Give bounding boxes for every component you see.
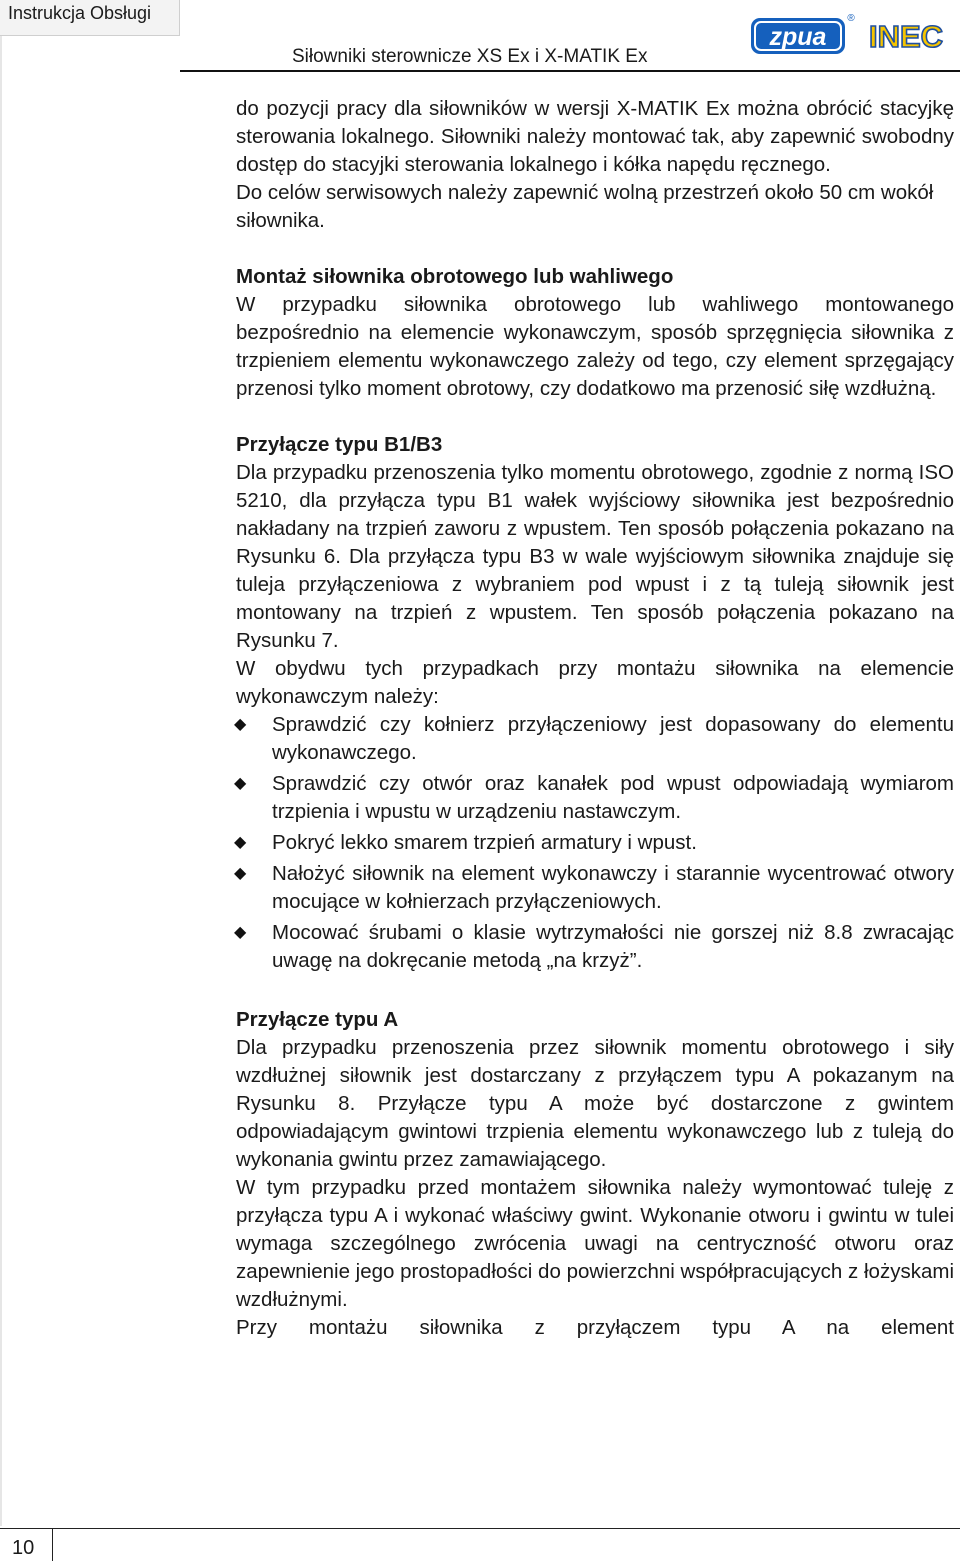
zpua-logo-text: zpua — [769, 23, 827, 51]
list-item — [236, 919, 954, 975]
list-item — [236, 770, 954, 826]
document-subtitle: Siłowniki sterownicze XS Ex i X-MATIK Ex — [292, 46, 648, 67]
list-item-text: Sprawdzić czy kołnierz przyłączeniowy jest dopasowany do elementu wykonawczego. — [272, 713, 954, 764]
section-heading-type-a: Przyłącze typu A — [236, 1008, 399, 1031]
section-body-type-a-2: W tym przypadku przed montażem siłownika należy wymontować tuleję z przyłącza typu A i wykonać właściwy gwint. Wykonanie otworu i gwintu w tulei wymaga szczególnego zwrócenia uwagi na centryczność otworu oraz zapewnienie jego prostopadłości do powierzchni współpracujących z łożyskami wzdłużnymi. — [236, 1176, 954, 1311]
list-item-text: Nałożyć siłownik na element wykonawczy i starannie wycentrować otwory mocujące w kołnierzach przyłączeniowych. — [272, 862, 954, 913]
page-content — [236, 95, 954, 1342]
mounting-steps-list — [236, 711, 954, 975]
zpua-logo — [748, 12, 856, 58]
section-heading-rotary-mounting: Montaż siłownika obrotowego lub wahliwego — [236, 265, 674, 288]
registered-mark: ® — [847, 13, 855, 24]
section-body-b1-b3: Dla przypadku przenoszenia tylko momentu obrotowego, zgodnie z normą ISO 5210, dla przyłącza typu B1 wałek wyjściowy siłownika jest bezpośrednio nakładany na trzpień zaworu z wpustem. Ten sposób połączenia pokazano na Rysunku 6. Dla przyłącza typu B3 w wale wyjściowym siłownika znajduje się tuleja przyłączeniowa z wybraniem pod wpust i z tą tuleją siłownik jest montowany na trzpień z wpustem. Ten sposób połączenia pokazano na Rysunku 7. — [236, 461, 954, 652]
section-lead-b1-b3: W obydwu tych przypadkach przy montażu siłownika na elemencie wykonawczym należy: — [236, 657, 954, 708]
page-number-divider — [52, 1528, 53, 1561]
diamond-bullet-icon: ◆ — [234, 775, 247, 792]
inec-logo — [868, 14, 944, 56]
diamond-bullet-icon: ◆ — [234, 834, 247, 851]
left-margin-rule — [0, 36, 2, 1526]
list-item-text: Pokryć lekko smarem trzpień armatury i wpust. — [272, 831, 697, 854]
list-item — [236, 711, 954, 767]
section-body-type-a-3: Przy montażu siłownika z przyłączem typu A na element — [236, 1316, 954, 1339]
intro-paragraph: do pozycji pracy dla siłowników w wersji X-MATIK Ex można obrócić stacyjkę sterowania lokalnego. Siłowniki należy montować tak, aby zapewnić swobodny dostęp do stacyjki sterowania lokalnego i kółka napędu ręcznego. — [236, 97, 954, 176]
service-space-paragraph: Do celów serwisowych należy zapewnić wolną przestrzeń około 50 cm wokół siłownika. — [236, 181, 934, 232]
list-item — [236, 860, 954, 916]
diamond-bullet-icon: ◆ — [234, 716, 247, 733]
page-number: 10 — [12, 1537, 35, 1559]
section-heading-b1-b3: Przyłącze typu B1/B3 — [236, 433, 443, 456]
section-body-type-a-1: Dla przypadku przenoszenia przez siłownik momentu obrotowego i siły wzdłużnej siłownik jest dostarczany z przyłączem typu A pokazanym na Rysunku 8. Przyłącze typu A może być dostarczone z gwintem odpowiadającym gwintowi trzpienia elementu wykonawczego lub z tuleją do wykonania gwintu przez zamawiającego. — [236, 1036, 954, 1171]
inec-logo-text: INEC — [868, 19, 944, 54]
document-title: Instrukcja Obsługi — [0, 0, 180, 36]
diamond-bullet-icon: ◆ — [234, 924, 247, 941]
list-item — [236, 829, 954, 857]
list-item-text: Sprawdzić czy otwór oraz kanałek pod wpust odpowiadają wymiarom trzpienia i wpustu w urządzeniu nastawczym. — [272, 772, 954, 823]
header-rule — [180, 70, 960, 72]
diamond-bullet-icon: ◆ — [234, 865, 247, 882]
section-body-rotary-mounting: W przypadku siłownika obrotowego lub wahliwego montowanego bezpośrednio na elemencie wykonawczym, sposób sprzęgnięcia siłownika z trzpieniem elementu wykonawczego zależy od tego, czy element sprzęgający przenosi tylko moment obrotowy, czy dodatkowo ma przenosić siłę wzdłużną. — [236, 293, 954, 400]
list-item-text: Mocować śrubami o klasie wytrzymałości nie gorszej niż 8.8 zwracając uwagę na dokręcanie metodą „na krzyż”. — [272, 921, 954, 972]
footer-rule — [0, 1528, 960, 1529]
